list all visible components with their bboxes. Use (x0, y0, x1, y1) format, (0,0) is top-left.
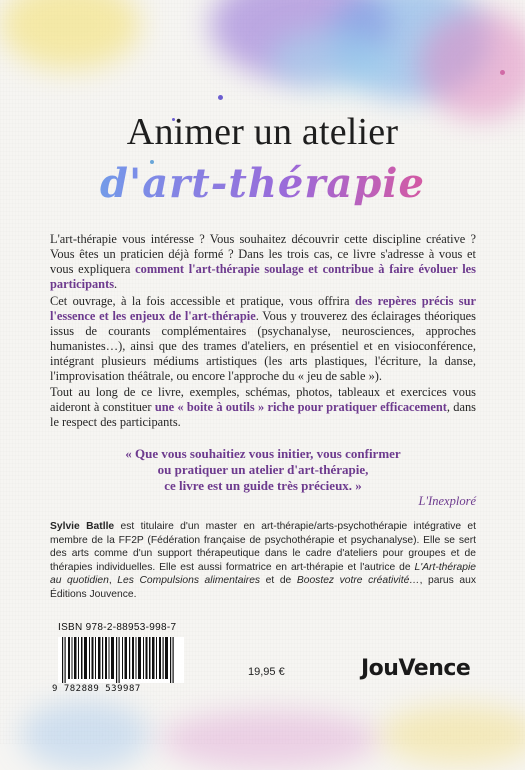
bio-separator-2: et de (260, 575, 297, 587)
paragraph-2 (50, 294, 476, 384)
quote-line-2: ou pratiquer un atelier d'art-thérapie, (157, 462, 369, 477)
paragraph-2-text: Cet ouvrage, à la fois accessible et pratique, vous offrira (50, 294, 355, 308)
watercolor-splash-bottom-pink (160, 710, 380, 770)
paragraph-3-highlight: une « boite à outils » riche pour pratiquer efficacement (154, 400, 447, 414)
title-line-1: Animer un atelier (126, 111, 399, 153)
bio-text-1: est titulaire d'un master en art-thérapie/arts-psychothérapie intégrative et membre de la FF2P (Fédération française de psychothérapie et psychanalyse). Elle se sert des arts comme d'un support thérapeutique dans le cadre d'ateliers pour groupes et de thérapies individuelles. Elle est aussi formatrice en art-thérapie et l'autrice de (50, 521, 476, 573)
isbn-label: ISBN 978-2-88953-998-7 (58, 622, 177, 633)
bio-separator-1: , (108, 575, 118, 587)
press-quote (50, 446, 476, 494)
author-bio (50, 520, 476, 602)
paragraph-2-end: . Vous y trouverez des éclairages théoriques issus de courants complémentaires (psychanalyse, neurosciences, approches humanistes…), ainsi que des trames d'ateliers, en présentiel et en visioconférence, intégrant plusieurs médiums artistiques (les arts plastiques, l'écriture, la danse, l'improvisation théâtrale, ou encore l'approche du « jeu de sable »). (50, 309, 476, 383)
paragraph-1-text: L'art-thérapie vous intéresse ? Vous souhaitez découvrir cette discipline créative ? Vous êtes un praticien déjà formé ? Dans les trois cas, ce livre s'adresse à vous et vous expliquera (50, 232, 476, 276)
paragraph-1-end: . (114, 277, 118, 291)
watercolor-splash-cyan (270, 30, 390, 90)
author-name: Sylvie Batlle (50, 521, 115, 532)
paragraph-3-end: , dans le respect des participants. (50, 400, 476, 429)
quote-source: L'Inexploré (418, 494, 476, 508)
price: 19,95 € (248, 666, 285, 678)
barcode-bars (58, 637, 184, 683)
book-title-2: Les Compulsions alimentaires (117, 575, 261, 587)
book-title-1: L'Art-thérapie au quotidien (50, 561, 476, 587)
watercolor-splash-bottom-yellow (380, 705, 525, 765)
barcode (58, 637, 184, 683)
publisher-logo: JouVence (361, 656, 471, 681)
paragraph-3 (50, 385, 476, 430)
watercolor-splash-bottom-blue (20, 700, 150, 770)
bio-text-2: , parus aux Éditions Jouvence. (50, 575, 476, 600)
book-title-3: Boostez votre créativité… (296, 575, 420, 587)
quote-line-1: « Que vous souhaitiez vous initier, vous confirmer (125, 446, 401, 461)
paragraph-2-highlight: des repères précis sur l'essence et les enjeux de l'art-thérapie (50, 294, 477, 323)
paint-dot (218, 95, 223, 100)
title-line-2: d'art-thérapie (0, 160, 525, 207)
paragraph-1-highlight: comment l'art-thérapie soulage et contribue à faire évoluer les participants (50, 262, 476, 291)
paragraph-3-text: Tout au long de ce livre, exemples, schémas, photos, tableaux et exercices vous aideront à constituer (50, 385, 476, 414)
paragraph-1 (50, 232, 476, 292)
quote-line-3: ce livre est un guide très précieux. » (164, 478, 362, 493)
paint-dot (500, 70, 505, 75)
barcode-digits: 9 782889 539987 (52, 684, 141, 694)
